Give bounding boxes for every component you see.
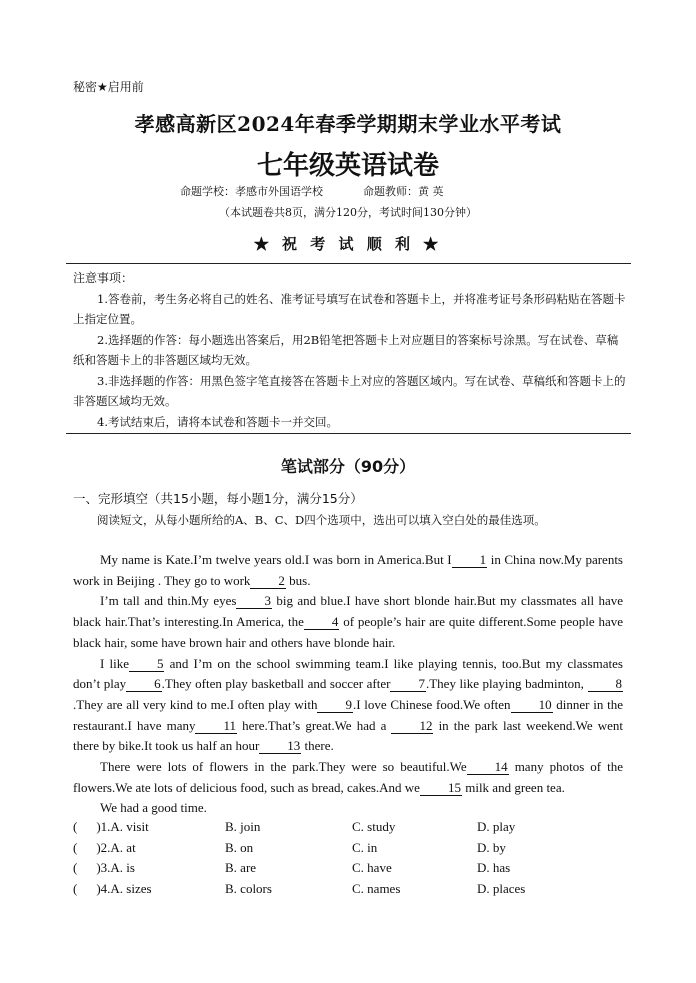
passage-paragraph [73,591,623,653]
passage-text: My name is Kate.I’m twelve years old.I was born in America.But I [100,552,452,567]
notes-heading: 注意事项： [73,271,134,285]
question-stem: ( )2.A. at [73,839,136,855]
top-divider [66,263,631,264]
blank-13: 13 [259,739,301,754]
blank-6: 6 [126,677,162,692]
passage-text: many photos of the flowers.We ate lots of delicious food, such as bread, cakes.And we [73,759,624,795]
option-b: B. on [225,839,254,855]
option-d: D. by [477,839,506,855]
passage-paragraph [73,550,623,591]
blank-2: 2 [250,574,286,589]
option-c: C. study [352,819,396,834]
option-b: B. join [225,819,261,834]
cloze-passage [73,550,623,819]
passage-text: and I’m on the school swimming team.I like playing tennis, too.But my classmates don’t play [73,655,623,692]
blank-14: 14 [467,760,509,775]
passage-text: I’m tall and thin.My eyes [100,593,237,609]
question-row [73,840,633,861]
passage-text: .They like playing badminton, [425,676,588,692]
note-item: 1.答卷前，考生务必将自己的姓名、准考证号填写在试卷和答题卡上，并将准考证号条形码粘贴在答题卡上指定位置。 [73,291,626,326]
note-item: 3.非选择题的作答：用黑色签字笔直接答在答题卡上对应的答题区域内。写在试卷、草稿纸和答题卡上的非答题区域均无效。 [73,373,626,408]
option-d: D. has [477,860,511,876]
secret-label: 秘密★启用前 [73,80,144,94]
blank-15: 15 [420,781,462,796]
passage-text: .I love Chinese food.We often [352,696,511,712]
option-d: D. places [477,881,526,897]
exam-title: 孝感高新区2024年春季学期期末学业水平考试 [134,112,562,136]
question-row [73,860,633,881]
option-d: D. play [477,819,516,834]
school-label: 命题学校：孝感市外国语学校 [180,185,323,198]
passage-paragraph [73,654,623,758]
section-title: 笔试部分（90分） [280,457,416,476]
blank-11: 11 [195,719,237,734]
passage-text: There were lots of flowers in the park.They were so beautiful.We [100,759,467,775]
blank-4: 4 [304,615,340,630]
question-stem: ( )3.A. is [73,860,135,876]
blank-5: 5 [129,657,165,672]
passage-paragraph [73,757,623,798]
notes-box [73,268,628,432]
passage-text: here.That’s great.We had a [237,717,392,733]
blank-3: 3 [236,594,272,609]
blank-10: 10 [511,698,553,713]
note-item: 2.选择题的作答：每小题选出答案后，用2B铅笔把答题卡上对应题目的答案标号涂黑。写在试卷、草稿纸和答题卡上的非答题区域均无效。 [73,332,619,367]
bottom-divider [66,433,631,434]
question-row [73,881,633,902]
passage-text: in China now.My parents work in Beijing . They go to work [73,552,623,588]
passage-text: big and blue.I have short blonde hair.But my classmates all have black hair.That’s interesting.In America, the [73,593,624,630]
passage-text: of people’s hair are quite different.Some people have black hair, some have brown hair and others have blonde hair. [73,614,623,650]
passage-text: I like [100,655,129,671]
passage-text: .They often play basketball and soccer after [161,676,391,692]
question-list [73,819,633,902]
good-luck-banner: ★ 祝 考 试 顺 利 ★ [253,235,443,253]
passage-text: milk and green tea. [461,779,565,795]
option-b: B. are [225,860,257,876]
note-item: 4.考试结束后，请将本试卷和答题卡一并交回。 [97,414,338,429]
question-row [73,819,633,840]
exam-info: （本试题卷共8页，满分120分，考试时间130分钟） [219,206,477,219]
blank-7: 7 [390,677,426,692]
passage-closing: We had a good time. [100,800,207,816]
question-stem: ( )4.A. sizes [73,881,152,897]
blank-12: 12 [391,719,433,734]
option-c: C. names [352,881,401,897]
passage-text: bus. [285,572,311,588]
blank-8: 8 [588,677,624,692]
passage-text: there. [301,738,334,754]
question-stem: ( )1.A. visit [73,819,149,834]
passage-text: .They are all very kind to me.I often play with [73,696,318,712]
blank-1: 1 [452,553,488,568]
option-c: C. have [352,860,392,876]
exam-subtitle: 七年级英语试卷 [256,151,439,181]
passage-text: in the park last weekend.We went there by bike.It took us half an hour [73,717,623,754]
part-title: 一、完形填空（共15小题，每小题1分，满分15分） [73,491,363,506]
passage-text: dinner in the restaurant.I have many [73,696,623,733]
option-b: B. colors [225,881,272,897]
author-line [180,183,444,199]
instruction: 阅读短文，从每小题所给的A、B、C、D四个选项中，选出可以填入空白处的最佳选项。 [97,513,546,527]
teacher-label: 命题教师：黄 英 [363,185,444,198]
option-c: C. in [352,839,378,855]
blank-9: 9 [317,698,353,713]
